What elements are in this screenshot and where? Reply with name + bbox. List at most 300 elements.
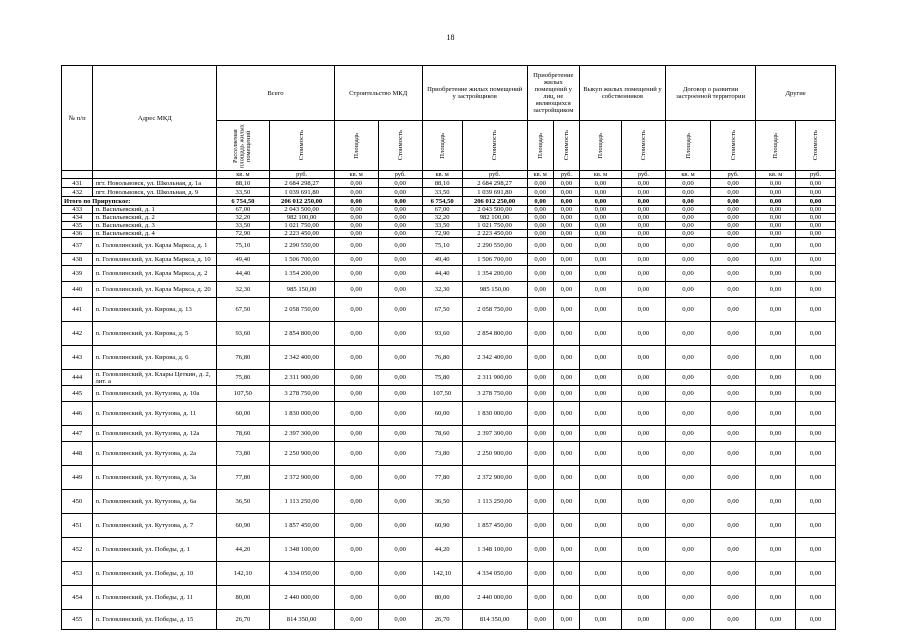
row-number: 455 xyxy=(62,610,93,630)
cell-cost: 0,00 xyxy=(553,266,579,282)
cell-area: 0,00 xyxy=(334,197,378,206)
cell-cost: 0,00 xyxy=(553,298,579,322)
cell-cost-total: 1 857 450,00 xyxy=(269,514,334,538)
header-sub-cost: Стоимость xyxy=(711,121,756,171)
cell-cost: 0,00 xyxy=(553,610,579,630)
cell-cost: 0,00 xyxy=(553,442,579,466)
header-num: № п/п xyxy=(62,66,93,171)
cell-area: 0,00 xyxy=(665,197,710,206)
cell-cost: 3 278 750,00 xyxy=(462,386,527,402)
cell-cost: 0,00 xyxy=(378,282,422,298)
cell-area: 0,00 xyxy=(334,442,378,466)
cell-area: 0,00 xyxy=(527,426,553,442)
table-row xyxy=(62,490,836,514)
cell-cost: 0,00 xyxy=(711,254,756,266)
cell-cost-total: 2 397 300,00 xyxy=(269,426,334,442)
cell-area: 0,00 xyxy=(756,188,796,197)
cell-cost: 0,00 xyxy=(711,562,756,586)
cell-area-total: 67,00 xyxy=(217,206,269,214)
cell-area: 0,00 xyxy=(334,322,378,346)
cell-cost: 0,00 xyxy=(553,490,579,514)
row-address: п. Васильевский, д. 1 xyxy=(93,206,217,214)
cell-cost: 814 350,00 xyxy=(462,610,527,630)
row-address: п. Головлинский, ул. Кутузова, д. 12а xyxy=(93,426,217,442)
cell-cost: 0,00 xyxy=(378,179,422,188)
cell-cost-total: 1 506 700,00 xyxy=(269,254,334,266)
cell-cost-total: 2 684 298,27 xyxy=(269,179,334,188)
cell-cost: 2 684 298,27 xyxy=(462,179,527,188)
table-row xyxy=(62,188,836,197)
cell-cost-total: 985 150,00 xyxy=(269,282,334,298)
cell-area: 0,00 xyxy=(334,562,378,586)
cell-cost: 0,00 xyxy=(553,322,579,346)
cell-area: 0,00 xyxy=(579,254,621,266)
cell-area: 0,00 xyxy=(579,188,621,197)
cell-cost-total: 2 223 450,00 xyxy=(269,230,334,238)
cell-cost: 0,00 xyxy=(621,266,665,282)
cell-cost: 1 021 750,00 xyxy=(462,222,527,230)
cell-cost: 0,00 xyxy=(621,322,665,346)
cell-cost: 0,00 xyxy=(621,254,665,266)
cell-area-total: 44,40 xyxy=(217,266,269,282)
cell-area: 0,00 xyxy=(527,298,553,322)
cell-area: 0,00 xyxy=(756,214,796,222)
cell-cost: 0,00 xyxy=(621,230,665,238)
cell-cost: 0,00 xyxy=(553,562,579,586)
cell-cost-total: 1 113 250,00 xyxy=(269,490,334,514)
cell-cost: 0,00 xyxy=(553,466,579,490)
cell-cost: 0,00 xyxy=(378,238,422,254)
cell-cost: 0,00 xyxy=(378,214,422,222)
cell-cost: 0,00 xyxy=(378,562,422,586)
cell-area: 0,00 xyxy=(527,188,553,197)
cell-area: 33,50 xyxy=(422,188,462,197)
cell-cost: 0,00 xyxy=(711,538,756,562)
cell-cost: 0,00 xyxy=(378,426,422,442)
cell-area: 80,00 xyxy=(422,586,462,610)
cell-cost: 0,00 xyxy=(621,610,665,630)
cell-cost: 2 440 000,00 xyxy=(462,586,527,610)
cell-cost: 1 830 000,00 xyxy=(462,402,527,426)
cell-area: 0,00 xyxy=(665,514,710,538)
cell-cost: 206 012 250,00 xyxy=(462,197,527,206)
cell-cost: 0,00 xyxy=(378,386,422,402)
cell-cost: 0,00 xyxy=(621,402,665,426)
cell-area: 0,00 xyxy=(334,610,378,630)
cell-cost-total: 2 854 800,00 xyxy=(269,322,334,346)
row-address: п. Головлинский, ул. Карла Маркса, д. 10 xyxy=(93,254,217,266)
row-number: 452 xyxy=(62,538,93,562)
cell-cost: 0,00 xyxy=(795,298,835,322)
cell-area: 0,00 xyxy=(756,197,796,206)
row-number: 446 xyxy=(62,402,93,426)
cell-cost: 0,00 xyxy=(553,179,579,188)
cell-cost: 2 311 900,00 xyxy=(462,370,527,386)
cell-area: 0,00 xyxy=(665,322,710,346)
cell-area: 0,00 xyxy=(527,282,553,298)
cell-cost: 0,00 xyxy=(621,386,665,402)
cell-cost: 0,00 xyxy=(553,538,579,562)
cell-area-total: 88,10 xyxy=(217,179,269,188)
cell-cost: 0,00 xyxy=(795,230,835,238)
cell-area-total: 32,20 xyxy=(217,214,269,222)
row-number: 449 xyxy=(62,466,93,490)
cell-cost: 0,00 xyxy=(621,188,665,197)
cell-area: 0,00 xyxy=(579,214,621,222)
cell-area: 77,80 xyxy=(422,466,462,490)
cell-area: 44,40 xyxy=(422,266,462,282)
row-address: п. Головлинский, ул. Карла Маркса, д. 20 xyxy=(93,282,217,298)
cell-cost: 0,00 xyxy=(795,442,835,466)
table-row xyxy=(62,562,836,586)
cell-area: 0,00 xyxy=(756,514,796,538)
cell-cost: 0,00 xyxy=(621,562,665,586)
header-sub-area: Площадь xyxy=(334,121,378,171)
row-number: 435 xyxy=(62,222,93,230)
table-row xyxy=(62,402,836,426)
row-address: п. Головлинский, ул. Кутузова, д. 3а xyxy=(93,466,217,490)
cell-cost: 0,00 xyxy=(711,238,756,254)
cell-cost-total: 1 830 000,00 xyxy=(269,402,334,426)
cell-area: 0,00 xyxy=(579,490,621,514)
cell-area: 32,20 xyxy=(422,214,462,222)
cell-area: 0,00 xyxy=(579,562,621,586)
cell-cost: 2 854 800,00 xyxy=(462,322,527,346)
cell-cost: 2 250 900,00 xyxy=(462,442,527,466)
cell-area: 0,00 xyxy=(665,426,710,442)
units-blank xyxy=(93,171,217,179)
total-row xyxy=(62,197,836,206)
cell-area: 0,00 xyxy=(334,266,378,282)
cell-cost: 2 342 400,00 xyxy=(462,346,527,370)
cell-cost: 2 397 300,00 xyxy=(462,426,527,442)
cell-cost: 0,00 xyxy=(621,238,665,254)
cell-area: 0,00 xyxy=(665,442,710,466)
cell-area: 0,00 xyxy=(579,370,621,386)
cell-area-total: 75,80 xyxy=(217,370,269,386)
cell-area: 0,00 xyxy=(334,426,378,442)
cell-area: 0,00 xyxy=(334,222,378,230)
cell-area: 0,00 xyxy=(665,214,710,222)
row-number: 439 xyxy=(62,266,93,282)
cell-cost: 0,00 xyxy=(378,402,422,426)
cell-area-total: 33,50 xyxy=(217,222,269,230)
cell-area-total: 6 754,50 xyxy=(217,197,269,206)
cell-cost: 0,00 xyxy=(378,490,422,514)
cell-area: 60,00 xyxy=(422,402,462,426)
row-number: 445 xyxy=(62,386,93,402)
cell-area: 0,00 xyxy=(579,266,621,282)
cell-cost: 0,00 xyxy=(553,586,579,610)
row-address: п. Головлинский, ул. Кутузова, д. 11 xyxy=(93,402,217,426)
cell-area: 44,20 xyxy=(422,538,462,562)
cell-cost: 0,00 xyxy=(711,197,756,206)
cell-cost: 0,00 xyxy=(378,538,422,562)
cell-cost: 0,00 xyxy=(553,230,579,238)
cell-area: 0,00 xyxy=(756,282,796,298)
cell-area: 0,00 xyxy=(756,238,796,254)
cell-cost: 0,00 xyxy=(795,562,835,586)
cell-area: 0,00 xyxy=(579,466,621,490)
cell-cost: 0,00 xyxy=(378,298,422,322)
row-address: п. Головлинский, ул. Победы, д. 10 xyxy=(93,562,217,586)
cell-area-total: 72,90 xyxy=(217,230,269,238)
row-number: 453 xyxy=(62,562,93,586)
cell-cost-total: 1 354 200,00 xyxy=(269,266,334,282)
header-group-construction: Строительство МКД xyxy=(334,66,422,121)
cell-area: 0,00 xyxy=(665,402,710,426)
table-row xyxy=(62,238,836,254)
cell-cost: 0,00 xyxy=(795,538,835,562)
header-group-purchase-nondevelopers: Приобретение жилых помещений у лиц, не являющихся застройщиком xyxy=(527,66,579,121)
cell-area-total: 78,60 xyxy=(217,426,269,442)
row-number: 440 xyxy=(62,282,93,298)
cell-cost: 0,00 xyxy=(711,402,756,426)
cell-cost-total: 2 311 900,00 xyxy=(269,370,334,386)
table-row xyxy=(62,206,836,214)
header-group-purchase-developers: Приобретение жилых помещений у застройщиков xyxy=(422,66,527,121)
cell-cost: 0,00 xyxy=(378,266,422,282)
cell-cost: 0,00 xyxy=(711,370,756,386)
cell-area: 0,00 xyxy=(665,179,710,188)
cell-cost: 2 043 500,00 xyxy=(462,206,527,214)
row-number: 451 xyxy=(62,514,93,538)
cell-area: 0,00 xyxy=(665,490,710,514)
unit-cost: руб. xyxy=(621,171,665,179)
row-address: п. Головлинский, ул. Победы, д. 15 xyxy=(93,610,217,630)
row-number: 444 xyxy=(62,370,93,386)
cell-area: 73,80 xyxy=(422,442,462,466)
cell-cost: 0,00 xyxy=(378,254,422,266)
row-address: п. Головлинский, ул. Клары Цеткин, д. 2, лит. а xyxy=(93,370,217,386)
cell-cost: 0,00 xyxy=(795,490,835,514)
cell-area: 0,00 xyxy=(579,610,621,630)
cell-area: 0,00 xyxy=(334,586,378,610)
cell-area: 0,00 xyxy=(334,206,378,214)
cell-area: 0,00 xyxy=(756,426,796,442)
cell-cost: 1 506 700,00 xyxy=(462,254,527,266)
cell-cost: 0,00 xyxy=(553,386,579,402)
cell-area: 0,00 xyxy=(665,346,710,370)
unit-area: кв. м xyxy=(579,171,621,179)
cell-cost: 0,00 xyxy=(378,370,422,386)
unit-area: кв. м xyxy=(422,171,462,179)
row-number: 433 xyxy=(62,206,93,214)
cell-area: 0,00 xyxy=(527,230,553,238)
cell-cost: 0,00 xyxy=(553,426,579,442)
cell-cost: 1 113 250,00 xyxy=(462,490,527,514)
cell-cost: 1 039 691,80 xyxy=(462,188,527,197)
cell-cost: 0,00 xyxy=(621,298,665,322)
cell-cost: 0,00 xyxy=(795,188,835,197)
cell-cost: 0,00 xyxy=(553,514,579,538)
table-row xyxy=(62,222,836,230)
cell-area: 0,00 xyxy=(579,514,621,538)
cell-cost: 1 354 200,00 xyxy=(462,266,527,282)
table-row xyxy=(62,442,836,466)
cell-area-total: 44,20 xyxy=(217,538,269,562)
unit-cost: руб. xyxy=(711,171,756,179)
row-address: п. Головлинский, ул. Кирова, д. 13 xyxy=(93,298,217,322)
table-row xyxy=(62,370,836,386)
cell-area: 0,00 xyxy=(756,386,796,402)
unit-cost: руб. xyxy=(795,171,835,179)
cell-area: 0,00 xyxy=(527,370,553,386)
cell-cost: 0,00 xyxy=(553,254,579,266)
cell-cost: 0,00 xyxy=(553,214,579,222)
header-sub-cost: Стоимость xyxy=(462,121,527,171)
row-address: п. Головлинский, ул. Кутузова, д. 6а xyxy=(93,490,217,514)
table-row xyxy=(62,322,836,346)
row-number: 436 xyxy=(62,230,93,238)
unit-area: кв. м xyxy=(756,171,796,179)
cell-area: 0,00 xyxy=(665,538,710,562)
table-row xyxy=(62,282,836,298)
cell-area-total: 32,30 xyxy=(217,282,269,298)
row-number: 442 xyxy=(62,322,93,346)
cell-area: 0,00 xyxy=(334,254,378,266)
cell-cost: 0,00 xyxy=(621,214,665,222)
cell-area: 0,00 xyxy=(527,238,553,254)
cell-cost: 0,00 xyxy=(621,197,665,206)
cell-area: 0,00 xyxy=(579,586,621,610)
unit-area: кв. м xyxy=(665,171,710,179)
cell-area-total: 107,50 xyxy=(217,386,269,402)
cell-area: 0,00 xyxy=(527,346,553,370)
unit-cost: руб. xyxy=(269,171,334,179)
cell-cost: 0,00 xyxy=(711,586,756,610)
cell-area: 0,00 xyxy=(334,298,378,322)
cell-area: 0,00 xyxy=(665,222,710,230)
cell-area: 0,00 xyxy=(756,466,796,490)
cell-cost: 0,00 xyxy=(553,402,579,426)
table-row xyxy=(62,214,836,222)
row-address: п. Головлинский, ул. Кутузова, д. 2а xyxy=(93,442,217,466)
cell-area: 0,00 xyxy=(527,214,553,222)
cell-area: 0,00 xyxy=(756,370,796,386)
cell-area: 0,00 xyxy=(665,254,710,266)
header-sub-area: Площадь xyxy=(665,121,710,171)
cell-cost: 0,00 xyxy=(553,188,579,197)
cell-area: 0,00 xyxy=(579,298,621,322)
cell-area: 0,00 xyxy=(527,514,553,538)
cell-cost: 0,00 xyxy=(711,298,756,322)
cell-area: 0,00 xyxy=(756,402,796,426)
cell-area: 0,00 xyxy=(579,282,621,298)
cell-cost: 0,00 xyxy=(711,179,756,188)
cell-cost: 0,00 xyxy=(795,426,835,442)
cell-area: 0,00 xyxy=(527,562,553,586)
header-sub-area: Площадь xyxy=(422,121,462,171)
row-number: 443 xyxy=(62,346,93,370)
cell-cost-total: 2 250 900,00 xyxy=(269,442,334,466)
cell-cost: 0,00 xyxy=(553,370,579,386)
row-address: п. Головлинский, ул. Победы, д. 1 xyxy=(93,538,217,562)
resettlement-table xyxy=(61,65,836,630)
cell-cost: 0,00 xyxy=(621,466,665,490)
cell-area: 0,00 xyxy=(334,346,378,370)
cell-area: 0,00 xyxy=(334,214,378,222)
cell-cost-total: 2 372 900,00 xyxy=(269,466,334,490)
cell-area: 33,50 xyxy=(422,222,462,230)
header-sub-cost: Стоимость xyxy=(553,121,579,171)
table-row xyxy=(62,514,836,538)
cell-area-total: 76,80 xyxy=(217,346,269,370)
cell-cost: 0,00 xyxy=(795,514,835,538)
cell-area: 0,00 xyxy=(756,610,796,630)
cell-cost: 0,00 xyxy=(553,222,579,230)
cell-area-total: 75,10 xyxy=(217,238,269,254)
cell-area: 0,00 xyxy=(527,402,553,426)
cell-area: 0,00 xyxy=(665,298,710,322)
cell-cost-total: 1 348 100,00 xyxy=(269,538,334,562)
cell-cost: 0,00 xyxy=(795,238,835,254)
cell-cost: 0,00 xyxy=(795,197,835,206)
cell-cost: 0,00 xyxy=(621,206,665,214)
cell-cost: 0,00 xyxy=(711,266,756,282)
cell-area: 6 754,50 xyxy=(422,197,462,206)
cell-cost-total: 814 350,00 xyxy=(269,610,334,630)
cell-area: 0,00 xyxy=(334,538,378,562)
cell-cost: 0,00 xyxy=(378,466,422,490)
table-row xyxy=(62,254,836,266)
row-number: 450 xyxy=(62,490,93,514)
cell-cost: 0,00 xyxy=(378,188,422,197)
header-sub-cost: Стоимость xyxy=(795,121,835,171)
units-blank xyxy=(62,171,93,179)
cell-area: 0,00 xyxy=(665,610,710,630)
cell-area: 0,00 xyxy=(665,586,710,610)
header-sub-area: Площадь xyxy=(579,121,621,171)
cell-cost-total: 206 012 250,00 xyxy=(269,197,334,206)
cell-area: 0,00 xyxy=(334,490,378,514)
cell-area: 0,00 xyxy=(665,188,710,197)
table-row xyxy=(62,386,836,402)
row-address: п. Васильевский, д. 2 xyxy=(93,214,217,222)
cell-cost: 0,00 xyxy=(711,426,756,442)
cell-area: 0,00 xyxy=(756,206,796,214)
table-row xyxy=(62,586,836,610)
header-sub-cost: Стоимость xyxy=(621,121,665,171)
cell-area: 78,60 xyxy=(422,426,462,442)
row-address: п. Головлинский, ул. Кирова, д. 5 xyxy=(93,322,217,346)
cell-cost: 0,00 xyxy=(621,442,665,466)
cell-area: 0,00 xyxy=(665,230,710,238)
cell-area: 0,00 xyxy=(756,442,796,466)
cell-area: 75,80 xyxy=(422,370,462,386)
cell-area: 0,00 xyxy=(527,254,553,266)
cell-cost: 0,00 xyxy=(711,386,756,402)
cell-area: 0,00 xyxy=(579,346,621,370)
cell-cost: 0,00 xyxy=(711,346,756,370)
cell-cost: 0,00 xyxy=(711,214,756,222)
cell-area: 88,10 xyxy=(422,179,462,188)
cell-area: 0,00 xyxy=(756,230,796,238)
cell-area-total: 60,00 xyxy=(217,402,269,426)
cell-cost: 0,00 xyxy=(378,514,422,538)
row-number: 432 xyxy=(62,188,93,197)
cell-cost: 0,00 xyxy=(621,370,665,386)
cell-area: 0,00 xyxy=(665,206,710,214)
row-address: п. Васильевский, д. 4 xyxy=(93,230,217,238)
cell-cost-total: 4 334 050,00 xyxy=(269,562,334,586)
cell-cost: 0,00 xyxy=(795,282,835,298)
table-row xyxy=(62,179,836,188)
cell-cost: 0,00 xyxy=(711,322,756,346)
cell-cost: 0,00 xyxy=(795,586,835,610)
row-address: п. Головлинский, ул. Кутузова, д. 10а xyxy=(93,386,217,402)
cell-cost-total: 3 278 750,00 xyxy=(269,386,334,402)
